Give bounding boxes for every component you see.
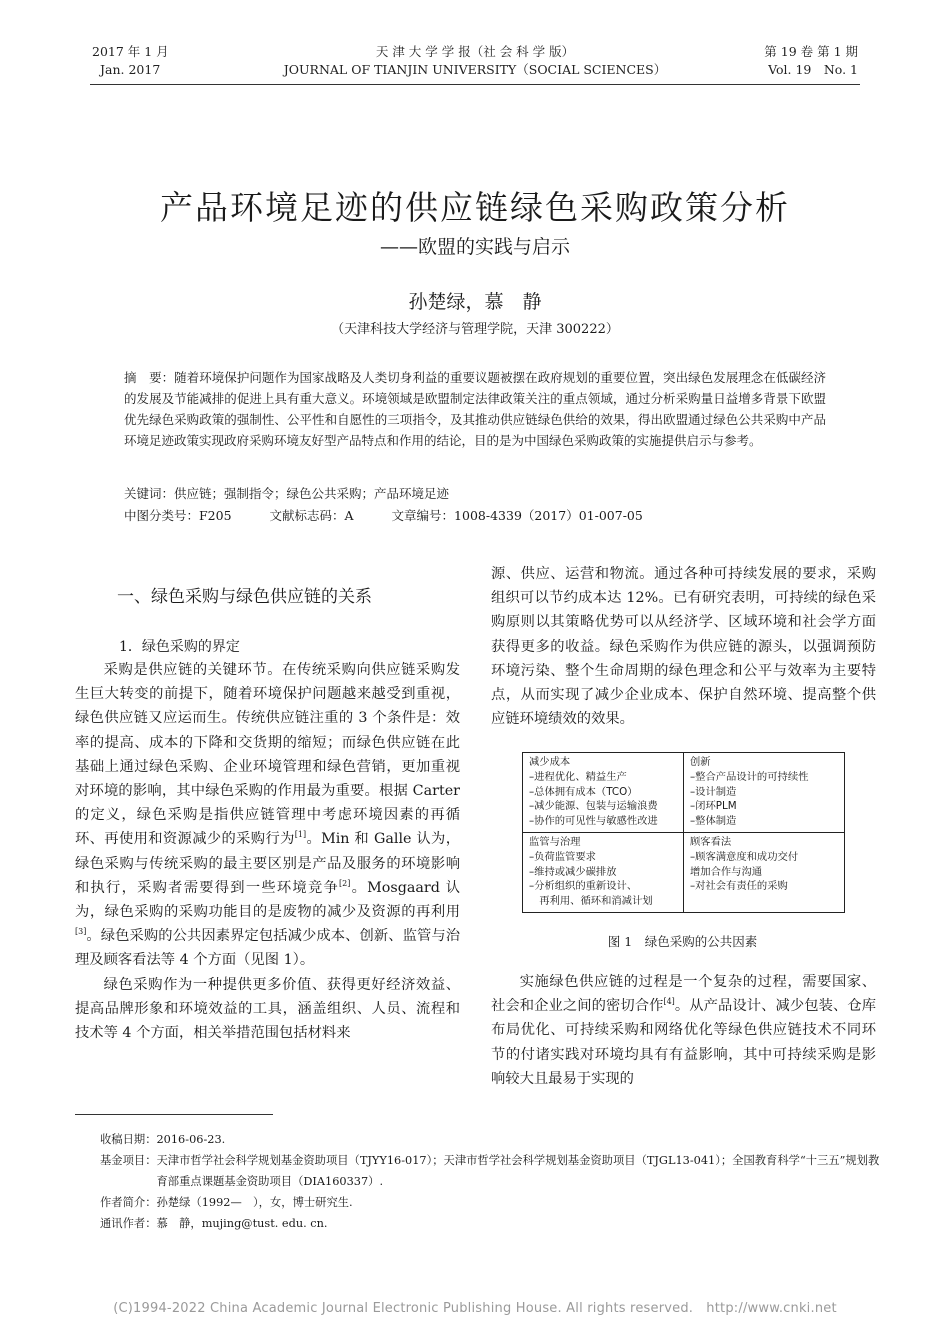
clc-number: 中图分类号：F205 xyxy=(124,508,232,523)
footnote-text: 慕 静，mujing@tust. edu. cn. xyxy=(156,1217,328,1230)
paragraph-text: 实施绿色供应链的过程是一个复杂的过程，需要国家、社会和企业之间的密切合作 xyxy=(491,974,876,1015)
figure-cell-title: 监管与治理 xyxy=(529,835,581,848)
figure-row xyxy=(523,832,844,912)
header-date xyxy=(92,43,169,79)
figure-cell-item: –总体拥有成本（TCO） xyxy=(529,785,638,798)
figure-cell-item: –负荷监管要求 xyxy=(529,850,596,863)
citation-ref[interactable]: [3] xyxy=(75,927,87,937)
footnote-label: 通讯作者： xyxy=(100,1217,157,1230)
figure-cell-item: –维持或减少碳排放 xyxy=(529,865,617,878)
header-journal-en: JOURNAL OF TIANJIN UNIVERSITY（SOCIAL SCIENCES） xyxy=(283,62,667,77)
footnote-contact xyxy=(100,1213,880,1234)
abstract: 摘 要：随着环境保护问题作为国家战略及人类切身利益的重要议题被摆在政府规划的重要位置，突出绿色发展理念在低碳经济的发展及节能减排的促进上具有重大意义。环境领域是欧盟制定法律政策关注的重点领域，通过分析采购量日益增多背景下欧盟优先绿色采购政策的强制性、公平性和自愿性的三项指令，及其推动供应链绿色供给的效果，得出欧盟通过绿色公共采购中产品环境足迹政策实现政府采购环境友好型产品特点和作用的结论，目的是为中国绿色采购政策的实施提供启示与参考。 xyxy=(124,370,826,448)
footnote-label: 基金项目： xyxy=(100,1154,157,1167)
figure-cell-item: –协作的可见性与敏感性改进 xyxy=(529,815,658,828)
paragraph xyxy=(75,658,460,973)
paragraph: 绿色采购作为一种提供更多价值、获得更好经济效益、提高品牌形象和环境效益的工具，涵盖组织、人员、流程和技术等 4 个方面，相关举措范围包括材料来 xyxy=(75,976,460,1042)
paper-subtitle: ——欧盟的实践与启示 xyxy=(379,236,570,258)
footnotes xyxy=(100,1129,880,1234)
header-date-en: Jan. 2017 xyxy=(100,62,161,77)
header-volume-cn: 第 19 卷 第 1 期 xyxy=(764,44,858,59)
figure-cell-title: 减少成本 xyxy=(529,756,571,768)
figure-cell-customer xyxy=(683,833,844,912)
figure-cell-item: –整体制造 xyxy=(690,815,737,828)
figure-cell-title: 顾客看法 xyxy=(690,835,732,848)
keywords: 关键词：供应链；强制指令；绿色公共采购；产品环境足迹 xyxy=(124,486,450,501)
figure-cell-item: 再利用、循环和消减计划 xyxy=(529,895,653,908)
figure-row xyxy=(523,753,844,832)
paragraph xyxy=(491,970,876,1091)
figure-cell-item: –分析组织的重新设计、 xyxy=(529,880,638,893)
section-heading: 一、绿色采购与绿色供应链的关系 xyxy=(117,587,372,607)
document-code: 文献标志码：A xyxy=(269,508,354,523)
figure-cell-title: 创新 xyxy=(690,756,711,768)
paragraph-text: 采购是供应链的关键环节。在传统采购向供应链采购发生巨大转变的前提下，随着环境保护问题越来越受到重视，绿色供应链又应运而生。传统供应链注重的 3 个条件是：效率的提高、成本的下降和交货期的缩短；而绿色供应链在此基础上通过绿色采购、企业环境管理和绿色营销，更加重视对环境的影响，其中绿色采购的作用最为重要。根据 Carter 的定义，绿色采购是指供应链管理中考虑环境因素的再循环、再使用和资源减少的采购行为 xyxy=(75,662,460,848)
footnote-label: 作者简介： xyxy=(100,1196,157,1209)
footnote-divider xyxy=(75,1114,273,1115)
figure-caption: 图 1 绿色采购的公共因素 xyxy=(607,934,758,949)
right-column-top xyxy=(491,562,876,731)
figure-cell-item: –进程优化、精益生产 xyxy=(529,770,627,783)
header-volume-en: Vol. 19 No. 1 xyxy=(768,62,858,77)
figure-1 xyxy=(522,752,845,913)
figure-cell-item: –设计制造 xyxy=(690,785,737,798)
footnote-text: 天津市哲学社会科学规划基金资助项目（TJYY16-017）；天津市哲学社会科学规划基金资助项目（TJGL13-041）；全国教育科学“十三五”规划教育部重点课题基金资助项目（DIA160337）. xyxy=(156,1154,880,1188)
paragraph-text: 。Min 和 Galle 认为，绿色采购与传统采购的最主要区别是产品及服务的环境影响和执行，采购者需要得到一些环境竞争 xyxy=(75,831,461,896)
classification-line xyxy=(124,505,826,526)
footnote-received xyxy=(100,1129,880,1150)
header-divider xyxy=(90,84,860,85)
figure-cell-cost xyxy=(523,753,683,832)
footnote-text: 2016-06-23. xyxy=(156,1133,226,1146)
header-journal-cn: 天 津 大 学 学 报（社 会 科 学 版） xyxy=(375,44,575,59)
figure-cell-item: –闭环PLM xyxy=(690,800,737,813)
left-column xyxy=(75,658,460,1045)
footnote-text: 孙楚绿（1992— ），女，博士研究生. xyxy=(156,1196,353,1209)
paragraph: 源、供应、运营和物流。通过各种可持续发展的要求，采购组织可以节约成本达 12%。已有研究表明，可持续的绿色采购原则以其策略优势可以从经济学、区域环境和社会学方面获得更多的收益。绿色采购作为供应链的源头，以强调预防环境污染、整个生命周期的绿色理念和公平与效率为主要特点，从而实现了减少企业成本、保护自然环境、提高整个供应链环境绩效的效果。 xyxy=(491,566,876,728)
header-date-cn: 2017 年 1 月 xyxy=(92,44,169,59)
footnote-label: 收稿日期： xyxy=(100,1133,157,1146)
figure-cell-item: –顾客满意度和成功交付 xyxy=(690,850,799,863)
footnote-author xyxy=(100,1192,880,1213)
paper-title: 产品环境足迹的供应链绿色采购政策分析 xyxy=(160,188,790,227)
figure-cell-innovation xyxy=(683,753,844,832)
copyright-notice: (C)1994-2022 China Academic Journal Electronic Publishing House. All rights reserved. http://www.cnki.net xyxy=(113,1301,837,1316)
citation-ref[interactable]: [1] xyxy=(294,830,307,840)
paragraph-text: 。Mosgaard 认为，绿色采购的采购功能目的是废物的减少及资源的再利用 xyxy=(75,879,460,921)
subsection-heading: 1．绿色采购的界定 xyxy=(119,639,240,655)
affiliation: （天津科技大学经济与管理学院，天津 300222） xyxy=(331,322,619,337)
figure-cell-item: –对社会有责任的采购 xyxy=(690,880,788,893)
citation-ref[interactable]: [4] xyxy=(663,997,675,1007)
header-volume xyxy=(764,43,858,79)
figure-cell-item: –减少能源、包装与运输浪费 xyxy=(529,800,658,813)
header-journal xyxy=(230,43,720,79)
paragraph-text: 。绿色采购的公共因素界定包括减少成本、创新、监管与治理及顾客看法等 4 个方面（见图 1）。 xyxy=(75,928,460,969)
authors: 孙楚绿，慕 静 xyxy=(408,291,542,313)
paragraph-text: 。从产品设计、减少包装、仓库布局优化、可持续采购和网络优化等绿色供应链技术不同环节的付诸实践对环境均具有有益影响，其中可持续采购是影响较大且最易于实现的 xyxy=(491,998,877,1087)
footnote-fund xyxy=(100,1150,880,1192)
article-number: 文章编号：1008-4339（2017）01-007-05 xyxy=(391,508,643,523)
figure-cell-item: –整合产品设计的可持续性 xyxy=(690,770,809,783)
figure-cell-governance xyxy=(523,833,683,912)
right-column-bottom xyxy=(491,970,876,1091)
citation-ref[interactable]: [2] xyxy=(339,879,351,889)
figure-cell-item: 增加合作与沟通 xyxy=(690,865,763,878)
